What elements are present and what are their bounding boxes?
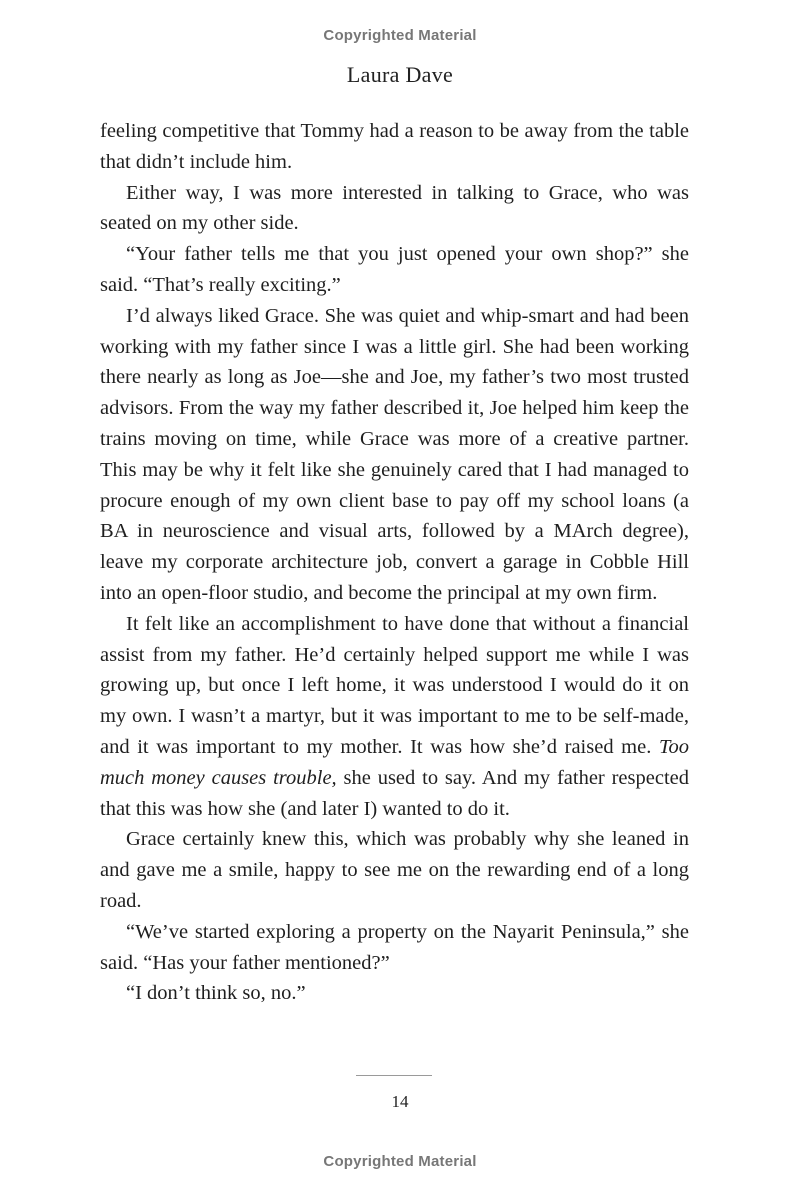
paragraph-text: she used to say. And my father respected that this was how she (and later I) wanted to do it. xyxy=(100,766,689,820)
italic-quote: Too much money causes trouble, xyxy=(100,735,689,789)
paragraph-continued: feeling competitive that Tommy had a reason to be away from the table that didn’t include him. xyxy=(100,120,689,173)
paragraph: Grace certainly knew this, which was probably why she leaned in and gave me a smile, happy to see me on the rewarding end of a long road. xyxy=(100,828,689,912)
copyright-watermark-top: Copyrighted Material xyxy=(323,27,477,44)
page-number: 14 xyxy=(391,1092,409,1111)
paragraph: “Your father tells me that you just opened your own shop?” she said. “That’s really exciting.” xyxy=(100,243,689,296)
paragraph: “I don’t think so, no.” xyxy=(126,982,306,1005)
paragraph: “We’ve started exploring a property on the Nayarit Peninsula,” she said. “Has your father mentioned?” xyxy=(100,920,689,974)
paragraph-text: It felt like an accomplishment to have done that without a financial assist from my father. He’d certainly helped support me while I was growing up, but once I left home, it was understood I would do it on my own. I wasn’t a martyr, but it was important to me to be self-made, and it was important to my mother. It was how she’d raised me. xyxy=(100,612,689,758)
paragraph: I’d always liked Grace. She was quiet and whip-smart and had been working with my father since I was a little girl. She had been working there nearly as long as Joe—she and Joe, my father’s two most trusted advisors. From the way my father described it, Joe helped him keep the trains moving on time, while Grace was more of a creative partner. This may be why it felt like she genuinely cared that I had managed to procure enough of my own client base to pay off my school loans (a BA in neuroscience and visual arts, followed by a MArch degree), leave my corporate architecture job, convert a garage in Cobble Hill into an open-floor studio, and become the principal at my own firm. xyxy=(100,304,689,604)
page-body-text xyxy=(100,116,689,1009)
footer-divider xyxy=(356,1075,432,1076)
running-head-author: Laura Dave xyxy=(346,62,454,87)
paragraph: Either way, I was more interested in talking to Grace, who was seated on my other side. xyxy=(100,181,689,235)
paragraph xyxy=(100,609,689,825)
copyright-watermark-bottom: Copyrighted Material xyxy=(323,1153,477,1170)
